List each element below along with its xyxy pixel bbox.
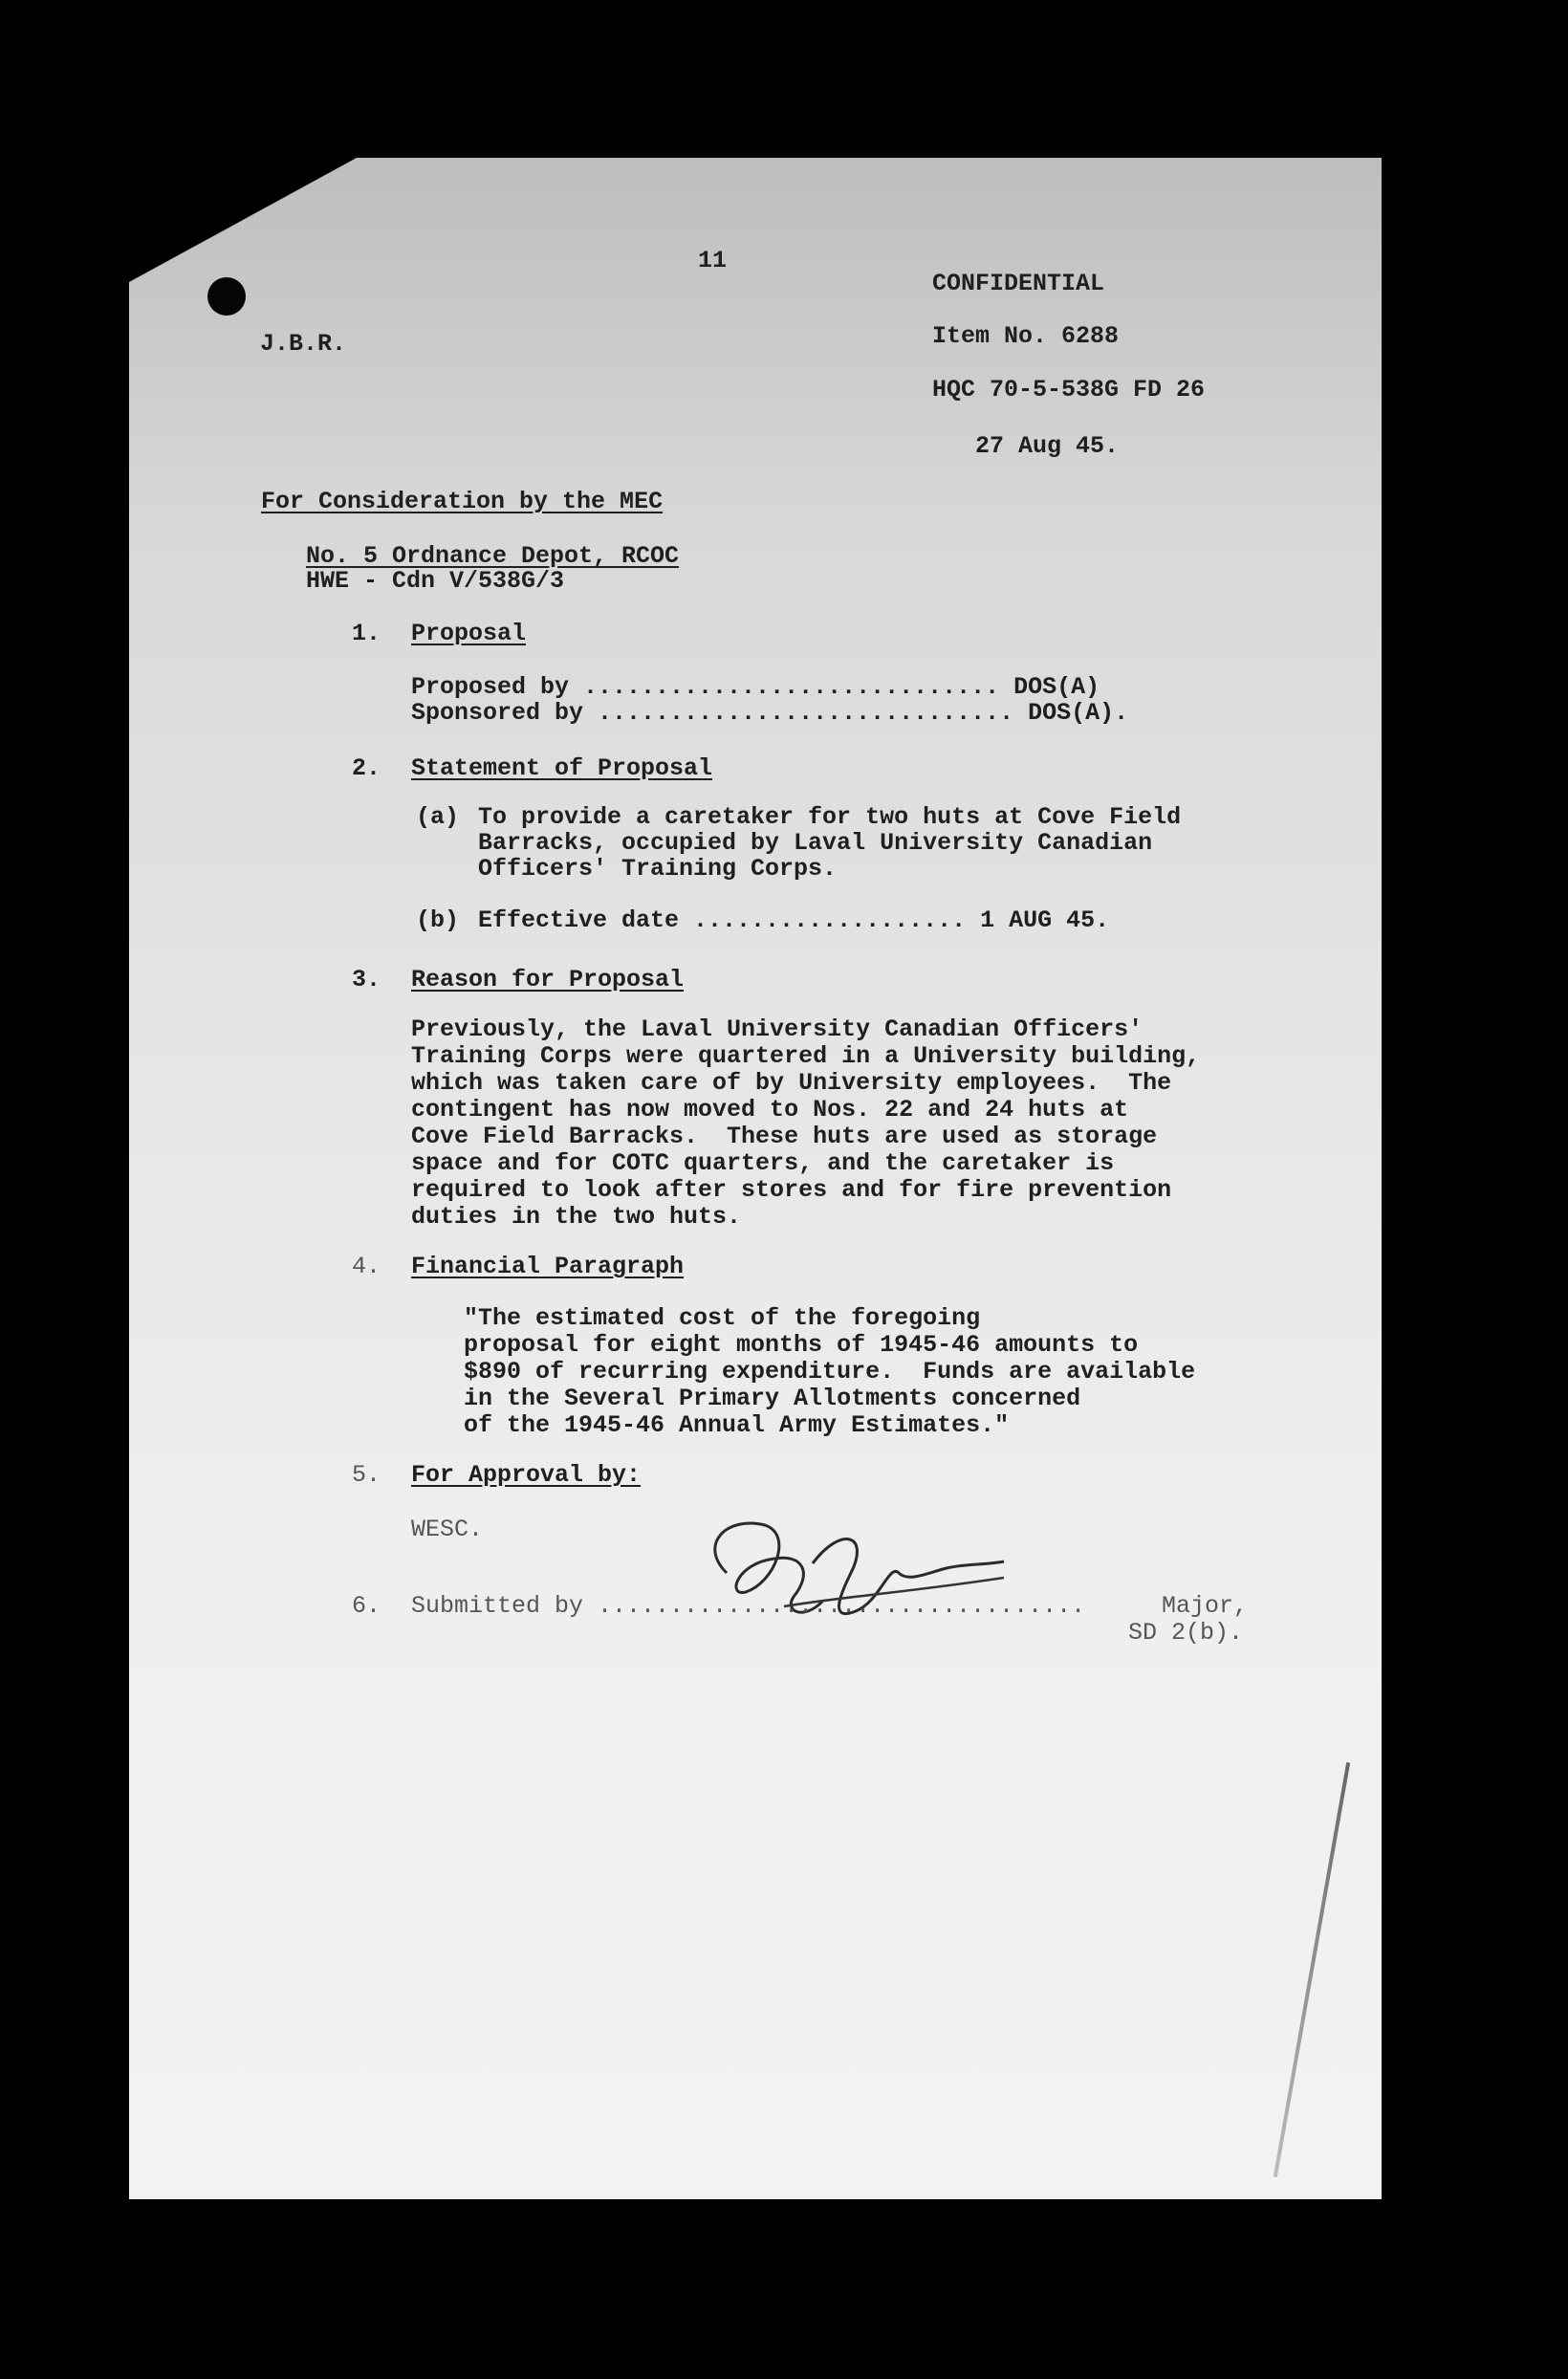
sponsored-by-label: Sponsored by <box>411 699 599 727</box>
item-number: Item No. 6288 <box>932 322 1120 350</box>
submitted-by-label: Submitted by <box>411 1592 599 1620</box>
proposed-by-value: DOS(A) <box>999 673 1100 701</box>
section-3-title: Reason for Proposal <box>411 966 685 993</box>
handwritten-signature <box>688 1506 1013 1640</box>
item-a-line-3: Officers' Training Corps. <box>478 855 838 883</box>
reason-line-5: Cove Field Barracks. These huts are used as storage <box>411 1123 1158 1150</box>
proposed-by-line <box>411 673 1100 701</box>
submitted-by-line <box>411 1592 1085 1620</box>
effective-date-label: Effective date <box>478 906 694 934</box>
unit-line-2: HWE - Cdn V/538G/3 <box>306 567 565 595</box>
section-2-title: Statement of Proposal <box>411 754 713 782</box>
item-a-label: (a) <box>416 803 460 831</box>
section-1-number: 1. <box>352 620 381 647</box>
item-b-label: (b) <box>416 906 460 934</box>
financial-line-2: proposal for eight months of 1945-46 amounts to <box>464 1331 1139 1359</box>
reason-line-3: which was taken care of by University employees. The <box>411 1069 1172 1097</box>
section-1-title: Proposal <box>411 620 527 647</box>
document-date: 27 Aug 45. <box>975 432 1120 460</box>
section-4-number: 4. <box>352 1253 381 1280</box>
effective-date-line <box>478 906 1109 934</box>
classification: CONFIDENTIAL <box>932 270 1105 297</box>
reason-line-8: duties in the two huts. <box>411 1203 742 1231</box>
effective-date-value: 1 AUG 45. <box>966 906 1110 934</box>
effective-date-dots: ................... <box>693 906 967 934</box>
financial-line-1: "The estimated cost of the foregoing <box>464 1304 981 1332</box>
proposed-by-label: Proposed by <box>411 673 584 701</box>
initials: J.B.R. <box>260 330 347 358</box>
sponsored-by-line <box>411 699 1128 727</box>
reason-line-2: Training Corps were quartered in a University building, <box>411 1042 1201 1070</box>
section-5-title: For Approval by: <box>411 1461 642 1489</box>
approval-authority: WESC. <box>411 1516 484 1543</box>
file-reference: HQC 70-5-538G FD 26 <box>932 376 1206 404</box>
submitter-rank: Major, <box>1162 1592 1249 1620</box>
reason-line-6: space and for COTC quarters, and the caretaker is <box>411 1149 1115 1177</box>
page-number: 11 <box>698 247 728 274</box>
section-6-number: 6. <box>352 1592 381 1620</box>
financial-line-5: of the 1945-46 Annual Army Estimates." <box>464 1411 1010 1439</box>
reason-line-1: Previously, the Laval University Canadian Officers' <box>411 1015 1143 1043</box>
submitted-by-dots: .................................. <box>598 1592 1086 1620</box>
financial-line-3: $890 of recurring expenditure. Funds are available <box>464 1358 1196 1386</box>
consideration-heading: For Consideration by the MEC <box>261 488 664 515</box>
financial-line-4: in the Several Primary Allotments concerned <box>464 1385 1081 1412</box>
sponsored-by-dots: ............................. <box>598 699 1014 727</box>
reason-line-4: contingent has now moved to Nos. 22 and 24 huts at <box>411 1096 1129 1124</box>
unit-line-1: No. 5 Ordnance Depot, RCOC <box>306 542 680 570</box>
section-2-number: 2. <box>352 754 381 782</box>
submitter-appointment: SD 2(b). <box>1128 1619 1244 1647</box>
section-3-number: 3. <box>352 966 381 993</box>
section-4-title: Financial Paragraph <box>411 1253 685 1280</box>
item-a-line-1: To provide a caretaker for two huts at Cove Field <box>478 803 1182 831</box>
section-5-number: 5. <box>352 1461 381 1489</box>
item-a-line-2: Barracks, occupied by Laval University Canadian <box>478 829 1153 857</box>
proposed-by-dots: ............................. <box>583 673 1000 701</box>
sponsored-by-value: DOS(A). <box>1013 699 1129 727</box>
reason-line-7: required to look after stores and for fire prevention <box>411 1176 1172 1204</box>
punch-hole <box>207 277 246 316</box>
